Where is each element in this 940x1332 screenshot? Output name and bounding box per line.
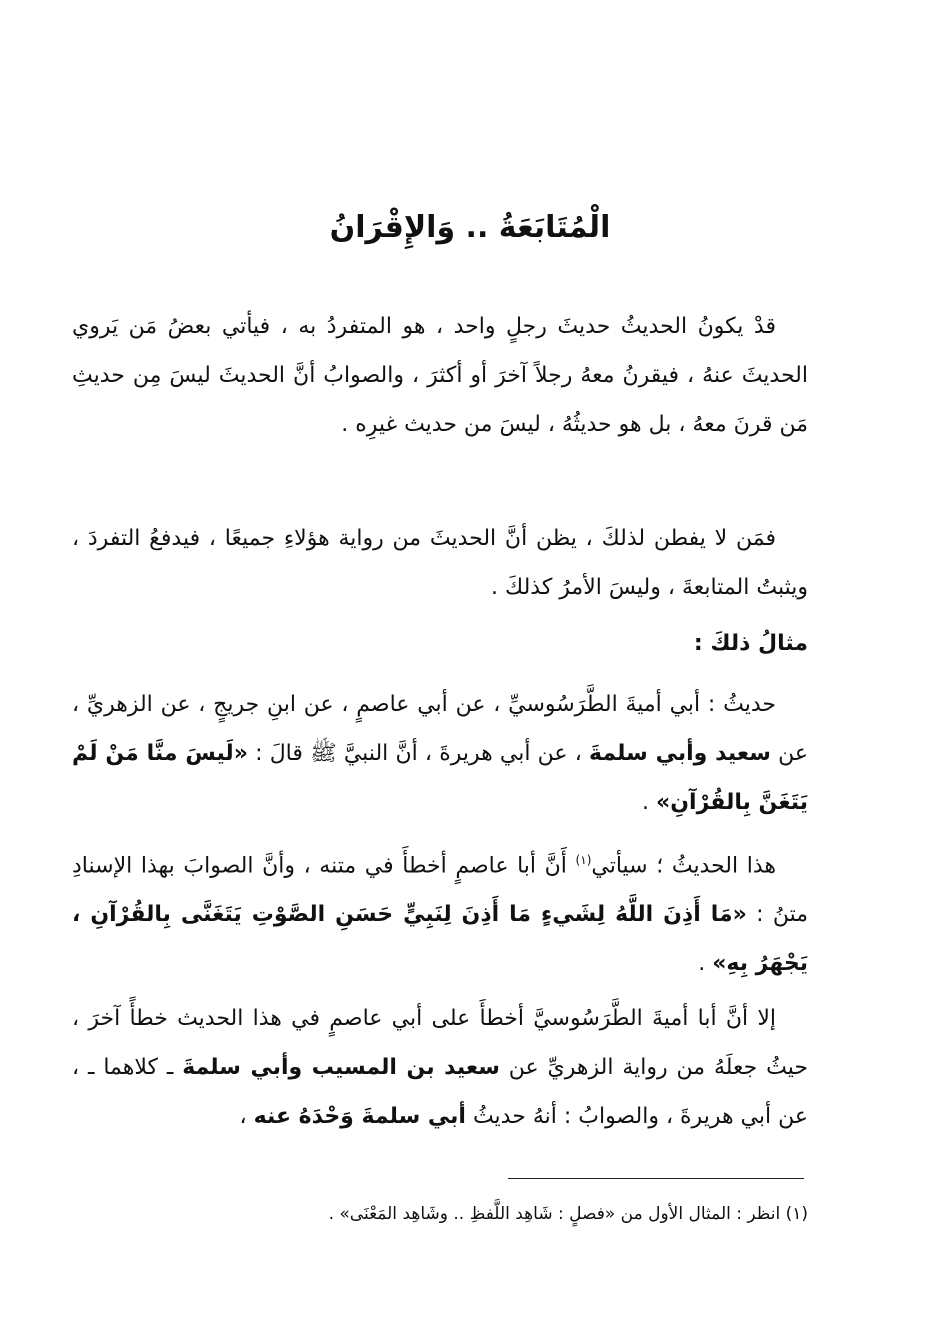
text-span: حديثُ : أبي أميةَ الطَّرَسُوسيِّ ، عن أبي عاصمٍ ، عن ابنِ جريجٍ ، عن الزهريِّ ، عن (72, 692, 808, 766)
paragraph-example-hadith (72, 680, 808, 827)
paragraph-consequence: فمَن لا يفطن لذلكَ ، يظن أنَّ الحديثَ من رواية هؤلاءِ جميعًا ، فيدفعُ التفردَ ، ويثبتُ المتابعةَ ، وليسَ الأمرُ كذلكَ . (72, 526, 808, 600)
footnote: (١) انظر : المثال الأول من «فصلٍ : شَاهِد اللَّفظِ .. وشَاهِد المَعْنَى» . (328, 1204, 808, 1224)
hadith-quote: «مَا أَذِنَ اللَّهُ لِشَيءٍ مَا أَذِنَ لِنَبِيٍّ حَسَنِ الصَّوْتِ يَتَغَنَّى بِالقُرْآنِ ، يَجْهَرُ بِهِ» (72, 902, 808, 977)
paragraph-intro: قدْ يكونُ الحديثُ حديثَ رجلٍ واحد ، هو المتفردُ به ، فيأتي بعضُ مَن يَروي الحديثَ عنهُ ، فيقرنُ معهُ رجلاً آخرَ أو أكثرَ ، والصوابُ أنَّ الحديثَ ليسَ مِن حديثِ مَن قرنَ معهُ ، بل هو حديثُهُ ، ليسَ من حديث غيرِه . (72, 314, 808, 437)
paragraph-error (72, 994, 808, 1141)
page-title: الْمُتَابَعَةُ .. وَالإِقْرَانُ (329, 210, 611, 245)
text-span: ـ كلاهما ـ ، عن أبي هريرةَ ، والصوابُ : أنهُ حديثُ (72, 1055, 808, 1129)
text-span: إلا أنَّ أبا أميةَ الطَّرَسُوسيَّ أخطأَ على أبي عاصمٍ في هذا الحديث خطأً آخرَ ، حيثُ جعلَهُ من رواية الزهريِّ عن (72, 1006, 808, 1080)
footnote-marker: (١) (575, 853, 592, 867)
footnote-divider (508, 1178, 804, 1179)
text-span: ، عن أبي هريرةَ ، أنَّ النبيَّ ﷺ قالَ : (247, 741, 590, 766)
paragraph-explanation (72, 836, 808, 988)
bold-narrators: سعيد بن المسيب وأبي سلمةَ (182, 1055, 500, 1080)
example-heading: مثالُ ذلكَ : (693, 631, 808, 656)
hadith-quote: «لَيسَ منَّا مَنْ لَمْ يَتَغَنَّ بِالقُرْآنِ» (72, 741, 808, 815)
bold-narrators: سعيد وأبي سلمةَ (589, 741, 771, 766)
text-span: ، (239, 1104, 254, 1129)
bold-narrator: أبي سلمةَ وَحْدَهُ عنه (253, 1104, 466, 1129)
text-span: هذا الحديثُ ؛ سيأتي (591, 853, 777, 879)
text-span: . (698, 951, 713, 977)
text-span: . (642, 790, 657, 815)
text-span: أَنَّ أبا عاصمٍ أخطأَ في متنه ، وأنَّ الصوابَ بهذا الإسنادِ متنُ : (72, 853, 808, 928)
